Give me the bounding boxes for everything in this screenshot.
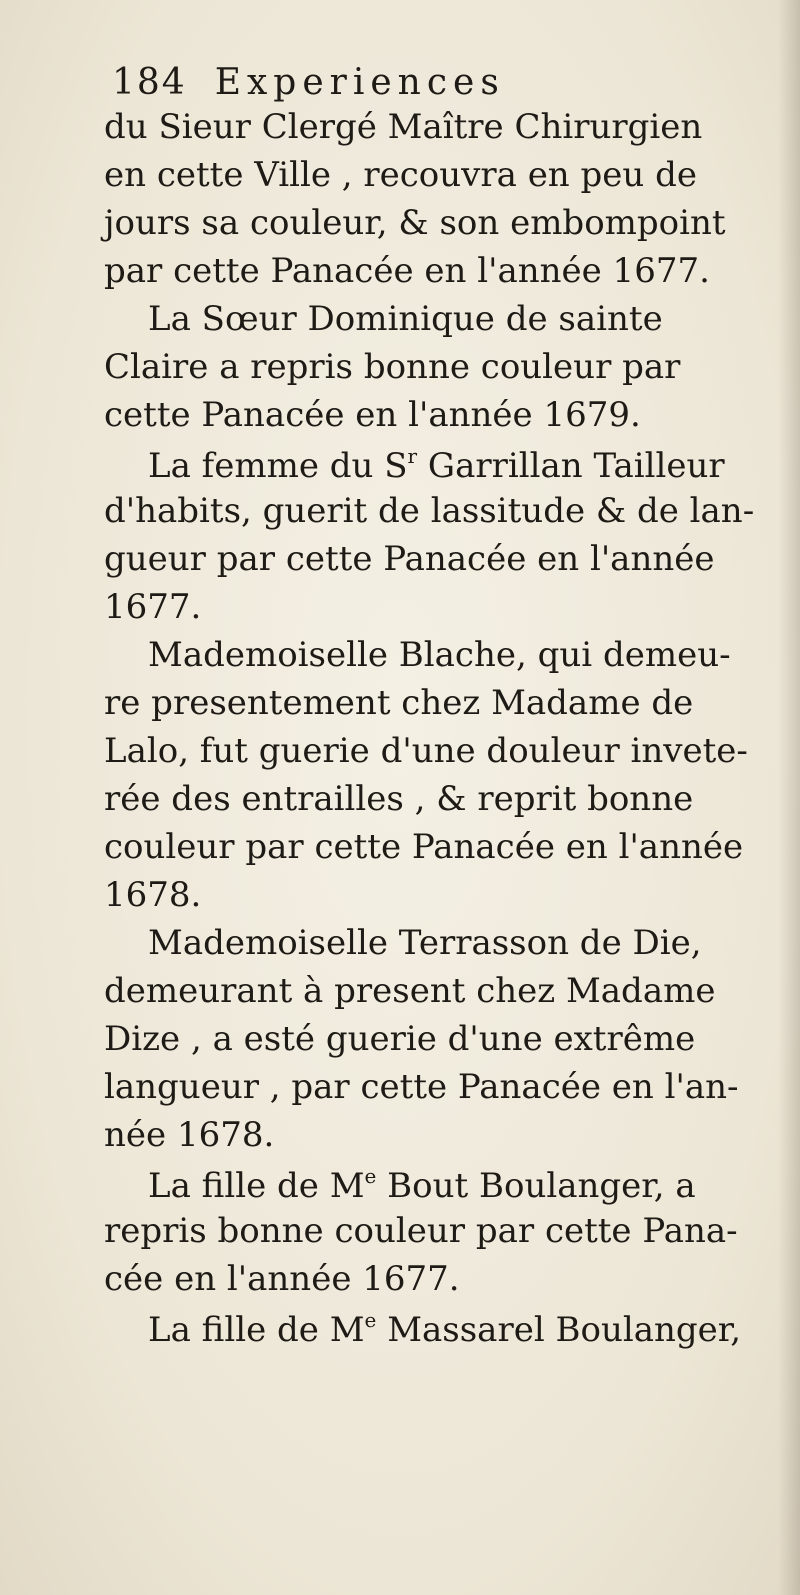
text-line-26-start: La fille de M bbox=[148, 1310, 365, 1350]
text-line-11: 1677. bbox=[104, 587, 202, 627]
text-line-8 bbox=[148, 444, 725, 486]
text-line-9: d'habits, guerit de lassitude & de lan- bbox=[104, 491, 755, 531]
superscript-e: e bbox=[364, 1164, 377, 1188]
superscript-r: r bbox=[407, 444, 418, 468]
text-line-7: cette Panacée en l'année 1679. bbox=[104, 395, 641, 435]
page-number: 184 bbox=[112, 62, 187, 103]
text-line-21: langueur , par cette Panacée en l'an- bbox=[104, 1067, 739, 1107]
text-line-13: re presentement chez Madame de bbox=[104, 683, 694, 723]
text-line-26-rest: Massarel Boulanger, bbox=[387, 1310, 742, 1350]
text-line-1: du Sieur Clergé Maître Chirurgien bbox=[104, 107, 703, 147]
text-line-12: Mademoiselle Blache, qui demeu- bbox=[148, 635, 731, 675]
text-line-5: La Sœur Dominique de sainte bbox=[148, 299, 663, 339]
text-line-24: repris bonne couleur par cette Pana- bbox=[104, 1211, 738, 1251]
text-line-14: Lalo, fut guerie d'une douleur invete- bbox=[104, 731, 748, 771]
text-line-15: rée des entrailles , & reprit bonne bbox=[104, 779, 694, 819]
running-title: Experiences bbox=[214, 62, 505, 103]
text-line-22: née 1678. bbox=[104, 1115, 275, 1155]
text-line-23-rest: Bout Boulanger, a bbox=[376, 1166, 696, 1206]
text-line-8-rest: Garrillan Tailleur bbox=[417, 446, 725, 486]
superscript-e-2: e bbox=[364, 1308, 377, 1332]
text-line-10: gueur par cette Panacée en l'année bbox=[104, 539, 715, 579]
text-line-6: Claire a repris bonne couleur par bbox=[104, 347, 681, 387]
text-line-23 bbox=[148, 1164, 696, 1206]
text-line-17: 1678. bbox=[104, 875, 202, 915]
text-line-8-start: La femme du S bbox=[148, 446, 408, 486]
text-line-2: en cette Ville , recouvra en peu de bbox=[104, 155, 697, 195]
text-line-4: par cette Panacée en l'année 1677. bbox=[104, 251, 710, 291]
text-line-20: Dize , a esté guerie d'une extrême bbox=[104, 1019, 696, 1059]
text-line-16: couleur par cette Panacée en l'année bbox=[104, 827, 744, 867]
running-header bbox=[112, 62, 505, 110]
text-line-3: jours sa couleur, & son embompoint bbox=[104, 203, 726, 243]
text-line-23-start: La fille de M bbox=[148, 1166, 365, 1206]
text-line-26 bbox=[148, 1308, 742, 1350]
text-line-25: cée en l'année 1677. bbox=[104, 1259, 460, 1299]
text-line-18: Mademoiselle Terrasson de Die, bbox=[148, 923, 702, 963]
text-line-19: demeurant à present chez Madame bbox=[104, 971, 716, 1011]
page-edge-shadow bbox=[778, 0, 800, 1595]
